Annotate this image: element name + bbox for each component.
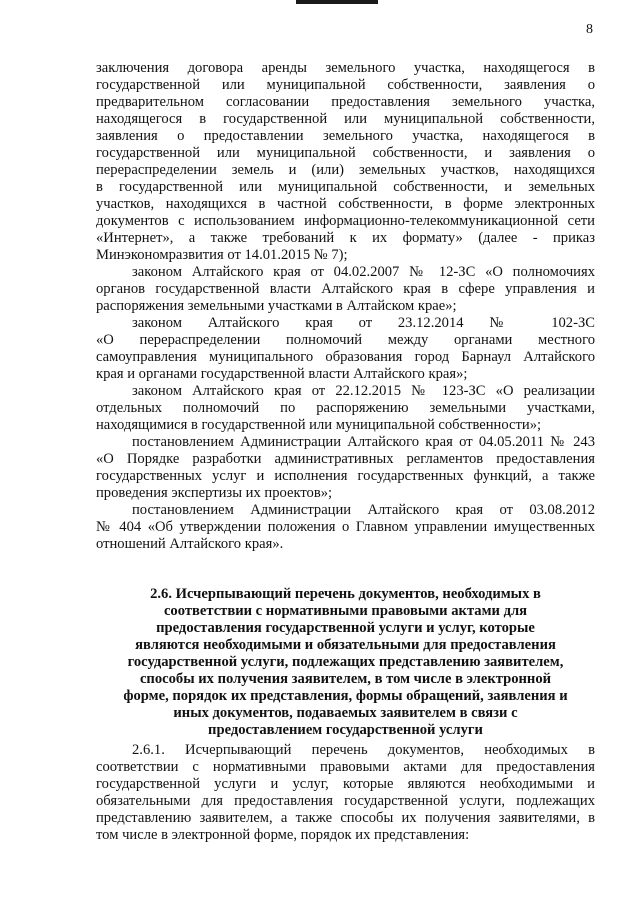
section-heading-line: государственной услуги, подлежащих представлению заявителем, (127, 654, 564, 670)
scan-edge-mark (296, 0, 378, 4)
section-heading-line: предоставления государственной услуги и услуг, которые (156, 620, 535, 636)
section-heading-line: иных документов, подаваемых заявителем в связи с (173, 705, 518, 721)
body-line: в государственной или муниципальной собственности, и земельных (96, 179, 595, 195)
section-heading-line: соответствии с нормативными правовыми актами для (163, 603, 528, 619)
body-line: края и органами государственной власти Алтайского края»; (96, 366, 468, 382)
body-line: законом Алтайского края от 04.02.2007 № 12-ЗС «О полномочиях (132, 264, 595, 280)
section-line: обязательными для предоставления государственной услуги, подлежащих (96, 793, 595, 809)
body-line: отдельных полномочий по распоряжению земельными участками, (96, 400, 595, 416)
body-line: № 404 «Об утверждении положения о Главном управлении имущественных (96, 519, 595, 535)
body-line: органов государственной власти Алтайского края в сфере управления и (96, 281, 595, 297)
body-line: Минэкономразвития от 14.01.2015 № 7); (96, 247, 348, 263)
body-line: документов с использованием информационно-телекоммуникационной сети (96, 213, 595, 229)
body-line: перераспределении земель и (или) земельных участков, находящихся (96, 162, 595, 178)
body-line: заявления о предоставлении земельного участка, находящегося в (96, 128, 595, 144)
section-line: соответствии с нормативными правовыми актами для предоставления (96, 759, 595, 775)
body-line: постановлением Администрации Алтайского края от 03.08.2012 (132, 502, 595, 518)
body-line: «Интернет», а также требований к их формату» (далее - приказ (96, 230, 595, 246)
body-line: государственных услуг и исполнения государственных функций, а также (96, 468, 595, 484)
body-line: участков, находящихся в частной собственности, в форме электронных (96, 196, 595, 212)
body-line: распоряжения земельными участками в Алтайском крае»; (96, 298, 457, 314)
body-line: находящимися в государственной или муниципальной собственности»; (96, 417, 542, 433)
body-line: проведения экспертизы их проектов»; (96, 485, 333, 501)
body-line: законом Алтайского края от 23.12.2014 № 102-ЗС (132, 315, 595, 331)
body-line: государственной или муниципальной собственности, заявления о (96, 77, 595, 93)
section-heading-line: предоставлением государственной услуги (208, 722, 483, 738)
section-heading-line: 2.6. Исчерпывающий перечень документов, необходимых в (150, 586, 541, 602)
body-line: отношений Алтайского края». (96, 536, 284, 552)
page-number: 8 (586, 22, 593, 37)
body-line: постановлением Администрации Алтайского края от 04.05.2011 № 243 (132, 434, 595, 450)
section-heading-line: способы их получения заявителем, в том числе в электронной (139, 671, 552, 687)
section-line: 2.6.1. Исчерпывающий перечень документов, необходимых в (132, 742, 595, 758)
section-heading-line: форме, порядок их представления, формы обращений, заявления и (123, 688, 568, 704)
body-line: предварительном согласовании предоставления земельного участка, (96, 94, 595, 110)
body-line: законом Алтайского края от 22.12.2015 № 123-ЗС «О реализации (132, 383, 595, 399)
section-line: представлению заявителем, а также способы их получения заявителями, в (96, 810, 595, 826)
body-line: «О Порядке разработки административных регламентов предоставления (96, 451, 595, 467)
body-line: заключения договора аренды земельного участка, находящегося в (96, 60, 595, 76)
section-heading-line: являются необходимыми и обязательными для предоставления (135, 637, 556, 653)
section-line: государственной услуги и услуг, которые являются необходимыми и (96, 776, 595, 792)
body-line: «О перераспределении полномочий между органами местного (96, 332, 595, 348)
body-line: находящегося в государственной или муниципальной собственности, (96, 111, 595, 127)
section-line: том числе в электронной форме, порядок их представления: (96, 827, 470, 843)
body-line: государственной или муниципальной собственности, и заявления о (96, 145, 595, 161)
body-line: самоуправления муниципального образования город Барнаул Алтайского (96, 349, 595, 365)
